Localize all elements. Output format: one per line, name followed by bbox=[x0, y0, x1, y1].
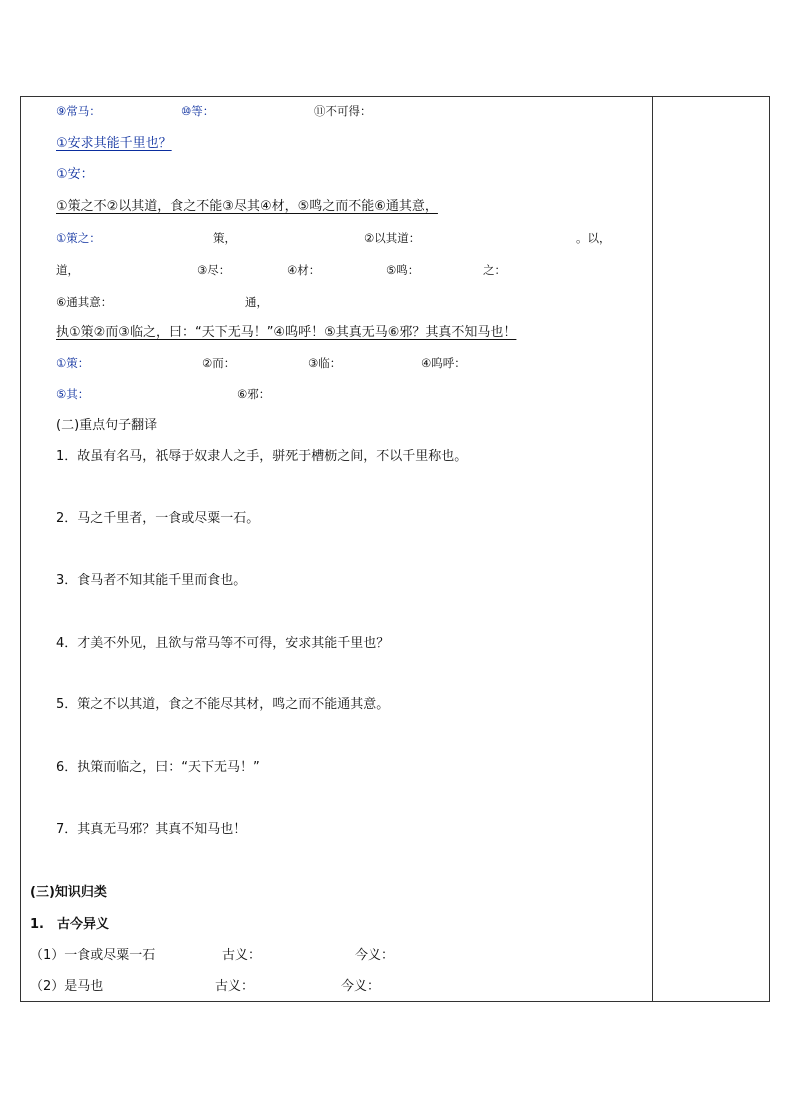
item-1-jin-label: 今义： bbox=[355, 948, 395, 963]
vocab-tongqiyi-label: ⑥通其意： bbox=[56, 295, 113, 309]
translation-sentence-4: 4．才美不外见，且欲与常马等不可得，安求其能千里也？ bbox=[56, 636, 390, 651]
vocab-ce-label: 策， bbox=[213, 231, 236, 245]
vocab-lin-label: ③临： bbox=[308, 356, 342, 370]
subsection-title-gujin: 1. 古今异义 bbox=[30, 917, 109, 932]
translation-sentence-5: 5．策之不以其道，食之不能尽其材，鸣之而不能通其意。 bbox=[56, 697, 390, 712]
vocab-bukede-label: ⑪不可得： bbox=[314, 104, 372, 118]
item-2-phrase: （2）是马也 bbox=[30, 979, 104, 994]
vocab-yi-label: 。以， bbox=[576, 231, 611, 245]
vocab-cai-label: ④材： bbox=[287, 263, 321, 277]
vocab-qi-label: ⑤其： bbox=[56, 387, 90, 401]
item-1-gu-label: 古义： bbox=[222, 948, 262, 963]
vocab-tong-label: 通， bbox=[245, 295, 268, 309]
vocab-jin-label: ③尽： bbox=[197, 263, 231, 277]
vocab-wuhu-label: ④呜呼： bbox=[421, 356, 466, 370]
item-2-gu-label: 古义： bbox=[215, 979, 255, 994]
translation-sentence-2: 2．马之千里者，一食或尽粟一石。 bbox=[56, 511, 260, 526]
vocab-zhi-label: 之： bbox=[483, 263, 506, 277]
section-title-knowledge: (三)知识归类 bbox=[30, 885, 107, 900]
translation-sentence-6: 6．执策而临之，曰：“天下无马！” bbox=[56, 760, 260, 775]
vocab-yiqidao-label: ②以其道： bbox=[364, 231, 421, 245]
vocab-cezhi-label: ①策之： bbox=[56, 231, 101, 245]
question-sentence: ①安求其能千里也？ bbox=[56, 136, 172, 151]
section-title-sentence-translation: (二)重点句子翻译 bbox=[56, 418, 158, 433]
translation-sentence-3: 3．食马者不知其能千里而食也。 bbox=[56, 573, 247, 588]
vocab-dao-label: 道， bbox=[56, 263, 79, 277]
translation-sentence-1: 1．故虽有名马，祇辱于奴隶人之手，骈死于槽枥之间，不以千里称也。 bbox=[56, 449, 468, 464]
vocab-deng-label: ⑩等： bbox=[181, 104, 215, 118]
vocab-ming-label: ⑤鸣： bbox=[386, 263, 420, 277]
vocab-ye-label: ⑥邪： bbox=[237, 387, 271, 401]
item-1-phrase: （1）一食或尽粟一石 bbox=[30, 948, 156, 963]
translation-sentence-7: 7．其真无马邪？其真不知马也！ bbox=[56, 822, 247, 837]
passage-excerpt-2: 执①策②而③临之，曰：“天下无马！”④呜呼！⑤其真无马⑥邪？其真不知马也！ bbox=[56, 325, 517, 340]
item-2-jin-label: 今义： bbox=[341, 979, 381, 994]
vocab-changma-label: ⑨常马： bbox=[56, 104, 101, 118]
vocab-er-label: ②而： bbox=[202, 356, 236, 370]
vocab-an-label: ①安： bbox=[56, 167, 94, 182]
vocab-ce2-label: ①策： bbox=[56, 356, 90, 370]
passage-excerpt-1: ①策之不②以其道，食之不能③尽其④材，⑤鸣之而不能⑥通其意， bbox=[56, 199, 438, 214]
column-divider bbox=[652, 97, 653, 1001]
